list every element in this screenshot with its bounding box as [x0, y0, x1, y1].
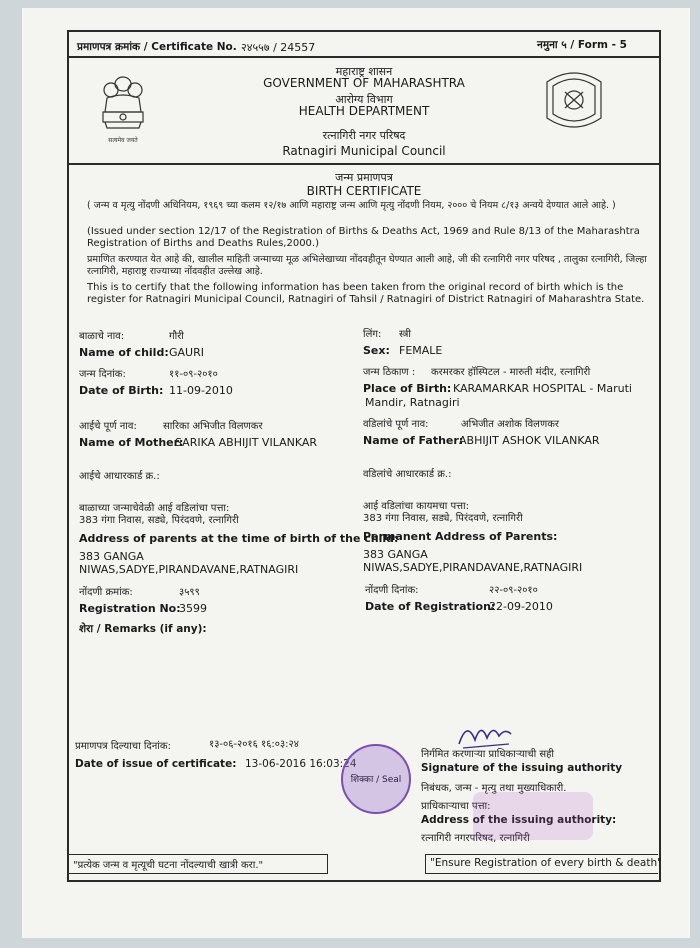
intro-marathi-certify: प्रमाणित करण्यात येत आहे की, खालील माहिती जन्माच्या मूळ अभिलेखाच्या नोंदवहीतून घेण्यात आली आहे, जी की रत्नागिरी नगर परिषद , तालुका रत्नागिरी, जिल्हा रत्नागिरी, महाराष्ट्र राज्याच्या नोंदवहीत उल्लेख आहे.: [87, 254, 647, 277]
reg-date-label: Date of Registration:: [365, 600, 496, 613]
signature-label-mr: निर्गमित करणाऱ्या प्राधिकाऱ्याची सही: [421, 749, 555, 760]
signature-label-en: Signature of the issuing authority: [421, 762, 623, 774]
address-birth-value-line1: 383 GANGA: [79, 550, 144, 563]
authority-designation: निबंधक, जन्म - मृत्यु तथा मुख्याधिकारी.: [421, 783, 567, 794]
certificate-frame: [67, 30, 661, 882]
reg-no-mr-value: ३५९९: [179, 587, 200, 598]
child-name-mr-value: गौरी: [169, 331, 184, 342]
official-seal-stamp: [341, 744, 411, 814]
dob-mr-value: ११-०९-२०१०: [169, 369, 218, 380]
footer-left-box: [69, 854, 328, 874]
pob-value-line2: Mandir, Ratnagiri: [365, 396, 460, 409]
child-name-mr-label: बाळाचे नाव:: [79, 331, 125, 342]
father-mr-value: अभिजीत अशोक विलणकर: [461, 419, 559, 430]
sex-value: FEMALE: [399, 344, 443, 357]
child-name-value: GAURI: [169, 346, 204, 359]
father-mr-label: वडिलांचे पूर्ण नाव:: [363, 419, 429, 430]
gov-english: GOVERNMENT OF MAHARASHTRA: [263, 76, 465, 90]
dob-mr-label: जन्म दिनांक:: [79, 369, 126, 380]
address-perm-label: Permanent Address of Parents:: [363, 530, 558, 543]
pob-mr-label: जन्म ठिकाण :: [363, 367, 416, 378]
issue-date-mr-value: १३-०६-२०१६ १६:०३:२४: [209, 739, 299, 750]
reg-no-value: 3599: [179, 602, 207, 615]
mother-label: Name of Mother:: [79, 436, 184, 449]
father-label: Name of Father:: [363, 434, 464, 447]
authority-address-label-mr: प्राधिकाऱ्याचा पत्ता:: [421, 801, 491, 812]
certificate-sheet: [22, 8, 690, 938]
footer-right-text: "Ensure Registration of every birth & death": [430, 857, 662, 869]
emblem-caption: सत्यमेव जयते: [108, 137, 138, 144]
father-value: ABHIJIT ASHOK VILANKAR: [459, 434, 600, 447]
father-aadhar-label: वडिलांचे आधारकार्ड क्र.:: [363, 469, 452, 480]
certificate-number-label: प्रमाणपत्र क्रमांक / Certificate No.: [77, 41, 237, 53]
issue-date-label: Date of issue of certificate:: [75, 758, 237, 770]
address-birth-label: Address of parents at the time of birth of the child:: [79, 532, 399, 545]
address-perm-value-line1: 383 GANGA: [363, 548, 428, 561]
remarks-label: शेरा / Remarks (if any):: [79, 623, 207, 635]
mother-mr-label: आईचे पूर्ण नाव:: [79, 421, 137, 432]
mother-mr-value: सारिका अभिजीत विलणकर: [163, 421, 263, 432]
mother-aadhar-label: आईचे आधारकार्ड क्र.:: [79, 471, 160, 482]
pob-value-line1: KARAMARKAR HOSPITAL - Maruti: [453, 382, 632, 395]
certificate-title-english: BIRTH CERTIFICATE: [306, 184, 422, 198]
footer-left-text: "प्रत्येक जन्म व मृत्यूची घटना नोंदल्याची खात्री करा.": [73, 860, 264, 871]
authority-address-label-en: Address of the issuing authority:: [421, 814, 617, 826]
reg-date-mr-label: नोंदणी दिनांक:: [365, 585, 419, 596]
pob-label: Place of Birth:: [363, 382, 452, 395]
issue-date-mr-label: प्रमाणपत्र दिल्याचा दिनांक:: [75, 741, 171, 752]
sex-mr-value: स्त्री: [399, 329, 411, 340]
form-number: नमुना ५ / Form - 5: [537, 39, 627, 51]
sex-mr-label: लिंग:: [363, 329, 382, 340]
seal-label: शिक्का / Seal: [350, 775, 402, 785]
reg-no-mr-label: नोंदणी क्रमांक:: [79, 587, 133, 598]
sex-label: Sex:: [363, 344, 390, 357]
dept-english: HEALTH DEPARTMENT: [298, 104, 430, 118]
reg-date-mr-value: २२-०९-२०१०: [489, 585, 538, 596]
council-english: Ratnagiri Municipal Council: [282, 144, 446, 158]
intro-english-certify: This is to certify that the following information has been taken from the original record of birth which is the register for Ratnagiri Municipal Council, Ratnagiri of Tahsil / Ratnagiri of District Ratnagiri of Maharashtra State.: [87, 282, 645, 305]
authority-stamp-smudge: [473, 792, 593, 840]
issue-date-value: 13-06-2016 16:03:24: [245, 758, 357, 770]
gov-marathi: महाराष्ट्र शासन: [335, 65, 393, 78]
authority-address-value: रत्नागिरी नगरपरिषद, रत्नागिरी: [421, 833, 530, 844]
council-marathi: रत्नागिरी नगर परिषद: [322, 129, 406, 142]
mother-value: SARIKA ABHIJIT VILANKAR: [175, 436, 318, 449]
address-birth-value-line2: NIWAS,SADYE,PIRANDAVANE,RATNAGIRI: [79, 563, 299, 576]
certificate-number-value: २४५५७ / 24557: [241, 41, 316, 54]
certificate-title-marathi: जन्म प्रमाणपत्र: [335, 171, 393, 184]
reg-date-value: 22-09-2010: [489, 600, 553, 613]
intro-english-legal: (Issued under section 12/17 of the Registration of Births & Deaths Act, 1969 and Rule 8/13 of the Maharashtra Registration of Births and Deaths Rules,2000.): [87, 226, 640, 249]
pob-mr-value: करमरकर हॉस्पिटल - मारुती मंदीर, रत्नागिरी: [431, 367, 591, 378]
child-name-label: Name of child:: [79, 346, 169, 359]
dob-value: 11-09-2010: [169, 384, 233, 397]
footer-right-box: [425, 854, 662, 874]
intro-marathi-legal: ( जन्म व मृत्यु नोंदणी अधिनियम, १९६९ च्या कलम १२/१७ आणि महाराष्ट्र जन्म आणि मृत्यु नोंदणी नियम, २००० चे नियम ८/१३ अन्वये देण्यात आले आहे. ): [87, 200, 616, 211]
dept-marathi: आरोग्य विभाग: [335, 93, 393, 106]
address-perm-mr-label: आई वडिलांचा कायमचा पत्ता:: [363, 501, 470, 512]
address-birth-mr-label: बाळाच्या जन्माचेवेळी आई वडिलांचा पत्ता:: [79, 503, 230, 514]
reg-no-label: Registration No:: [79, 602, 181, 615]
header-divider: [69, 56, 659, 58]
dob-label: Date of Birth:: [79, 384, 164, 397]
address-perm-mr-value: 383 गंगा निवास, सड्ये, पिरंदवणे, रत्नागिरी: [363, 513, 523, 524]
address-perm-value-line2: NIWAS,SADYE,PIRANDAVANE,RATNAGIRI: [363, 561, 583, 574]
title-divider: [69, 163, 659, 165]
address-birth-mr-value: 383 गंगा निवास, सड्ये, पिरंदवणे, रत्नागिरी: [79, 515, 239, 526]
